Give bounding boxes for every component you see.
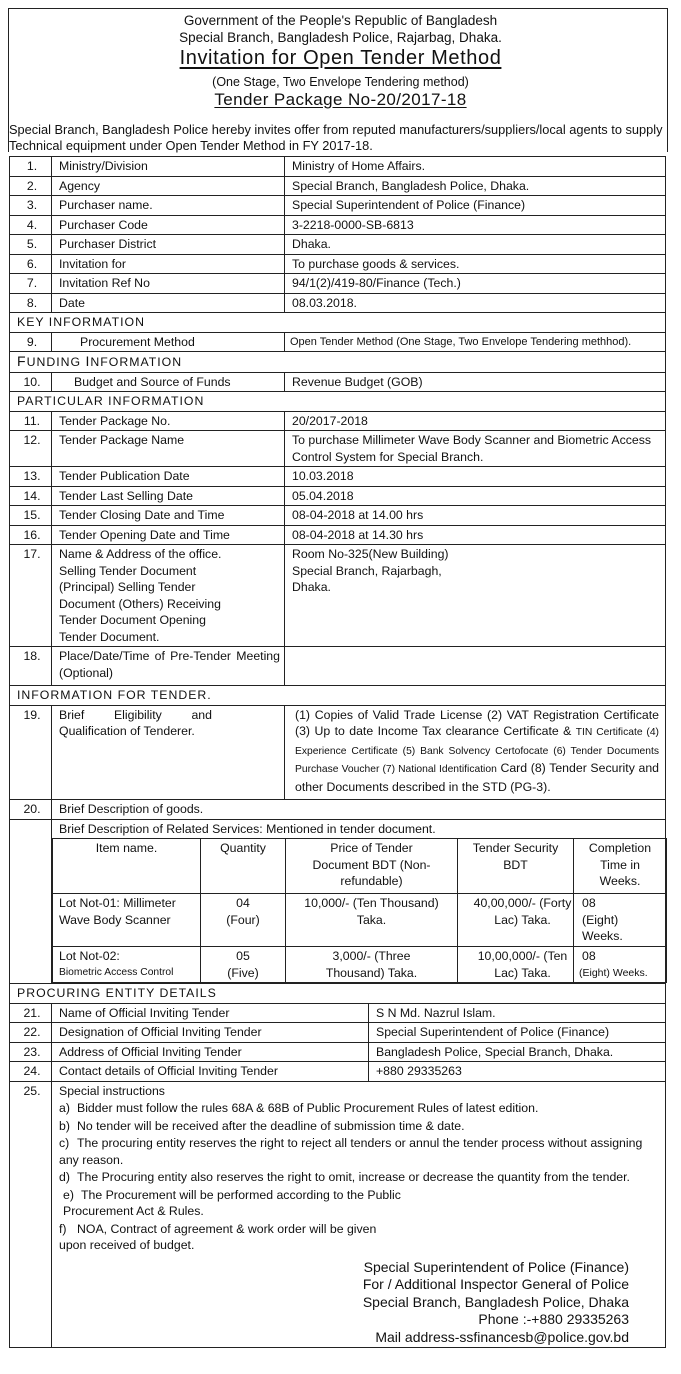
table-row xyxy=(10,196,666,216)
section-particular-information: PARTICULAR INFORMATION xyxy=(10,392,666,412)
lot-completion-small: (Eight) Weeks. xyxy=(579,966,648,979)
item-name-header: Item name. xyxy=(53,839,201,894)
goods-header-row xyxy=(53,839,667,894)
table-row xyxy=(10,372,666,392)
table-row xyxy=(10,819,666,984)
price-header: Price of Tender Document BDT (Non-refundable) xyxy=(286,839,458,894)
lot-name xyxy=(53,947,201,983)
section-funding-information xyxy=(10,352,666,373)
section-row xyxy=(10,686,666,706)
lot-price: 3,000/- (Three Thousand) Taka. xyxy=(286,947,458,983)
row-number: 20. xyxy=(10,800,52,820)
row-number: 18. xyxy=(10,647,52,686)
row-value: Revenue Budget (GOB) xyxy=(285,372,666,392)
row-number: 2. xyxy=(10,176,52,196)
row-value: 3-2218-0000-SB-6813 xyxy=(285,215,666,235)
row-number: 12. xyxy=(10,431,52,467)
row-number: 1. xyxy=(10,157,52,177)
section-row xyxy=(10,392,666,412)
row-label: Brief Description of goods. xyxy=(52,800,666,820)
instruction-text: The Procuring entity also reserves the right to omit, increase or decrease the quantity from the tender. xyxy=(77,1170,630,1184)
lot-completion-number: 08 xyxy=(582,949,596,963)
section-row xyxy=(10,984,666,1004)
table-row xyxy=(10,332,666,352)
row-value xyxy=(285,705,666,800)
instruction-label: d) xyxy=(59,1170,70,1184)
funding-word-1: UNDING xyxy=(26,355,86,369)
signature-line: Special Superintendent of Police (Finance) xyxy=(363,1258,629,1275)
row-label: Tender Closing Date and Time xyxy=(52,506,285,526)
row-number: 24. xyxy=(10,1062,52,1082)
table-row xyxy=(10,1003,666,1023)
row-label: Tender Package No. xyxy=(52,411,285,431)
row-label: Budget and Source of Funds xyxy=(52,372,285,392)
row-value: Bangladesh Police, Special Branch, Dhaka. xyxy=(369,1042,666,1062)
goods-row xyxy=(53,947,667,983)
row-label: Name of Official Inviting Tender xyxy=(52,1003,369,1023)
government-line: Government of the People's Republic of Bangladesh xyxy=(183,13,498,28)
row-value: 05.04.2018 xyxy=(285,486,666,506)
row-label: Procurement Method xyxy=(52,332,285,352)
row-value: To purchase Millimeter Wave Body Scanner and Biometric Access Control System for Special Branch. xyxy=(285,431,666,467)
row-label: Invitation for xyxy=(52,254,285,274)
row-number: 21. xyxy=(10,1003,52,1023)
row-label: Tender Opening Date and Time xyxy=(52,525,285,545)
row-label: Agency xyxy=(52,176,285,196)
row-value: Ministry of Home Affairs. xyxy=(285,157,666,177)
signature-phone: Phone :-+880 29335263 xyxy=(478,1311,629,1327)
row-number: 22. xyxy=(10,1023,52,1043)
row-value: 10.03.2018 xyxy=(285,467,666,487)
row-value: +880 29335263 xyxy=(369,1062,666,1082)
lot-security: 40,00,000/- (Forty Lac) Taka. xyxy=(458,894,574,947)
instruction-label: f) xyxy=(59,1221,67,1236)
signature-line: Special Branch, Bangladesh Police, Dhaka xyxy=(362,1293,629,1310)
table-row xyxy=(10,431,666,467)
lot-name-line: Lot Not-02: xyxy=(59,949,120,963)
table-row xyxy=(10,486,666,506)
row-number: 25. xyxy=(10,1081,52,1348)
row-value: To purchase goods & services. xyxy=(285,254,666,274)
row-label: Designation of Official Inviting Tender xyxy=(52,1023,369,1043)
instruction-text: No tender will be received after the deadline of submission time & date. xyxy=(77,1118,465,1133)
row-number: 16. xyxy=(10,525,52,545)
instruction-label: b) xyxy=(59,1118,70,1133)
section-information-for-tender: INFORMATION FOR TENDER. xyxy=(10,686,666,706)
goods-cell xyxy=(52,819,666,984)
eligibility-text-1: (1) Copies of Valid Trade License (2) VAT Registration Certificate (3) Up to date Income Tax clearance Certificate & xyxy=(295,707,659,738)
row-label: Purchaser Code xyxy=(52,215,285,235)
special-instructions-cell xyxy=(52,1081,666,1348)
table-row xyxy=(10,254,666,274)
row-label: Tender Publication Date xyxy=(52,467,285,487)
row-label: Brief Eligibility and Qualification of Tenderer. xyxy=(52,705,285,800)
instruction-item xyxy=(59,1221,379,1254)
lot-security: 10,00,000/- (Ten Lac) Taka. xyxy=(458,947,574,983)
signature-line: For / Additional Inspector General of Police xyxy=(362,1276,629,1292)
eligibility-text-2: TIN Certificate (4) Experience Certificate (5) Bank Solvency Certofocate (6) Tender Documents Purchase Voucher (7) National Identification xyxy=(295,727,659,775)
row-label: Tender Package Name xyxy=(52,431,285,467)
table-row xyxy=(10,274,666,294)
goods-table xyxy=(52,838,667,983)
row-number: 14. xyxy=(10,486,52,506)
section-row xyxy=(10,313,666,333)
funding-word-2: NFORMATION xyxy=(90,355,183,369)
instruction-label: a) xyxy=(59,1101,70,1115)
row-value: Special Superintendent of Police (Finance) xyxy=(285,196,666,216)
row-label: Invitation Ref No xyxy=(52,274,285,294)
lot-completion xyxy=(574,947,667,983)
table-row xyxy=(10,467,666,487)
row-label: Address of Official Inviting Tender xyxy=(52,1042,369,1062)
row-number: 7. xyxy=(10,274,52,294)
row-value: 08-04-2018 at 14.00 hrs xyxy=(285,506,666,526)
section-row xyxy=(10,352,666,373)
row-value: Special Branch, Bangladesh Police, Dhaka. xyxy=(285,176,666,196)
row-number: 15. xyxy=(10,506,52,526)
table-row xyxy=(10,1042,666,1062)
signature-block xyxy=(59,1255,661,1347)
signature-mail: Mail address-ssfinancesb@police.gov.bd xyxy=(375,1328,629,1345)
row-label: Purchaser name. xyxy=(52,196,285,216)
instruction-label: e) xyxy=(63,1187,74,1202)
table-row xyxy=(10,235,666,255)
row-value: Special Superintendent of Police (Finance) xyxy=(369,1023,666,1043)
goods-row xyxy=(53,894,667,947)
notice-title: Invitation for Open Tender Method xyxy=(179,47,502,69)
quantity-header: Quantity xyxy=(201,839,286,894)
frame-top-border xyxy=(8,8,668,9)
lot-quantity: 04 (Four) xyxy=(201,894,286,947)
table-row xyxy=(10,647,666,686)
table-row xyxy=(10,293,666,313)
table-row xyxy=(10,157,666,177)
table-row xyxy=(10,800,666,820)
row-value: Open Tender Method (One Stage, Two Envelope Tendering methhod). xyxy=(285,332,666,352)
row-value xyxy=(285,647,666,686)
eligibility-text-3: Card (8) Tender Security and other Documents described in the STD (PG-3). xyxy=(295,761,660,794)
instruction-item xyxy=(59,1169,655,1186)
row-label: Place/Date/Time of Pre-Tender Meeting (Optional) xyxy=(52,647,285,686)
funding-initial-i: I xyxy=(85,353,91,369)
row-value: Dhaka. xyxy=(285,235,666,255)
lot-name-small: Biometric Access Control xyxy=(59,966,174,978)
row-number: 6. xyxy=(10,254,52,274)
row-number: 5. xyxy=(10,235,52,255)
instruction-label: c) xyxy=(59,1136,70,1150)
table-row xyxy=(10,176,666,196)
row-number: 23. xyxy=(10,1042,52,1062)
office-line: Special Branch, Bangladesh Police, Rajarbag, Dhaka. xyxy=(179,30,502,45)
lot-completion: 08 (Eight) Weeks. xyxy=(574,894,667,947)
table-row xyxy=(10,215,666,235)
lot-name: Lot Not-01: Millimeter Wave Body Scanner xyxy=(53,894,201,947)
row-label: Tender Last Selling Date xyxy=(52,486,285,506)
instruction-text: The Procurement will be performed according to the Public Procurement Act & Rules. xyxy=(63,1187,401,1218)
row-number: 11. xyxy=(10,411,52,431)
table-row xyxy=(10,1023,666,1043)
instruction-item xyxy=(59,1100,655,1117)
intro-paragraph: Special Branch, Bangladesh Police hereby invites offer from reputed manufacturers/suppliers/local agents to supply Technical equipment under Open Tender Method in FY 2017-18. xyxy=(9,122,663,153)
tender-details-table xyxy=(9,156,666,1348)
tender-package-heading: Tender Package No-20/2017-18 xyxy=(214,90,467,109)
row-value: 94/1(2)/419-80/Finance (Tech.) xyxy=(285,274,666,294)
notice-subtitle: (One Stage, Two Envelope Tendering method) xyxy=(212,75,469,89)
row-label: Name & Address of the office. Selling Tender Document (Principal) Selling Tender Document (Others) Receiving Tender Document Opening Tender Document. xyxy=(52,545,285,647)
instruction-text: The procuring entity reserves the right to reject all tenders or annul the tender process without assigning any reason. xyxy=(59,1136,643,1167)
instruction-text: NOA, Contract of agreement & work order will be given upon received of budget. xyxy=(59,1221,377,1252)
row-value: S N Md. Nazrul Islam. xyxy=(369,1003,666,1023)
row-label: Date xyxy=(52,293,285,313)
row-number: 4. xyxy=(10,215,52,235)
row-number: 17. xyxy=(10,545,52,647)
row-number: 13. xyxy=(10,467,52,487)
table-row xyxy=(10,525,666,545)
row-number: 8. xyxy=(10,293,52,313)
row-number: 3. xyxy=(10,196,52,216)
table-row xyxy=(10,545,666,647)
instruction-item xyxy=(59,1118,655,1135)
lot-quantity: 05 (Five) xyxy=(201,947,286,983)
table-row xyxy=(10,506,666,526)
special-instructions-list xyxy=(59,1100,661,1254)
row-label: Purchaser District xyxy=(52,235,285,255)
row-label: Ministry/Division xyxy=(52,157,285,177)
row-number: 10. xyxy=(10,372,52,392)
row-value: Room No-325(New Building) Special Branch, Rajarbagh, Dhaka. xyxy=(285,545,666,647)
related-services: Brief Description of Related Services: Mentioned in tender document. xyxy=(59,821,436,836)
instruction-item xyxy=(59,1135,655,1168)
instruction-text: Bidder must follow the rules 68A & 68B of Public Procurement Rules of latest edition. xyxy=(77,1101,539,1115)
lot-price: 10,000/- (Ten Thousand) Taka. xyxy=(286,894,458,947)
table-row xyxy=(10,1062,666,1082)
special-instructions-title: Special instructions xyxy=(59,1083,165,1098)
row-label: Contact details of Official Inviting Tender xyxy=(52,1062,369,1082)
security-header: Tender Security BDT xyxy=(458,839,574,894)
completion-header: Completion Time in Weeks. xyxy=(574,839,667,894)
row-number: 19. xyxy=(10,705,52,800)
notice-header xyxy=(0,12,681,110)
section-procuring-entity-details: PROCURING ENTITY DETAILS xyxy=(10,984,666,1004)
table-row xyxy=(10,705,666,800)
row-value: 08.03.2018. xyxy=(285,293,666,313)
row-value: 08-04-2018 at 14.30 hrs xyxy=(285,525,666,545)
instruction-item xyxy=(59,1187,423,1220)
table-row xyxy=(10,1081,666,1348)
funding-initial-f: F xyxy=(17,353,27,369)
row-number-spacer xyxy=(10,819,52,984)
table-row xyxy=(10,411,666,431)
row-number: 9. xyxy=(10,332,52,352)
row-value: 20/2017-2018 xyxy=(285,411,666,431)
section-key-information: KEY INFORMATION xyxy=(10,313,666,333)
